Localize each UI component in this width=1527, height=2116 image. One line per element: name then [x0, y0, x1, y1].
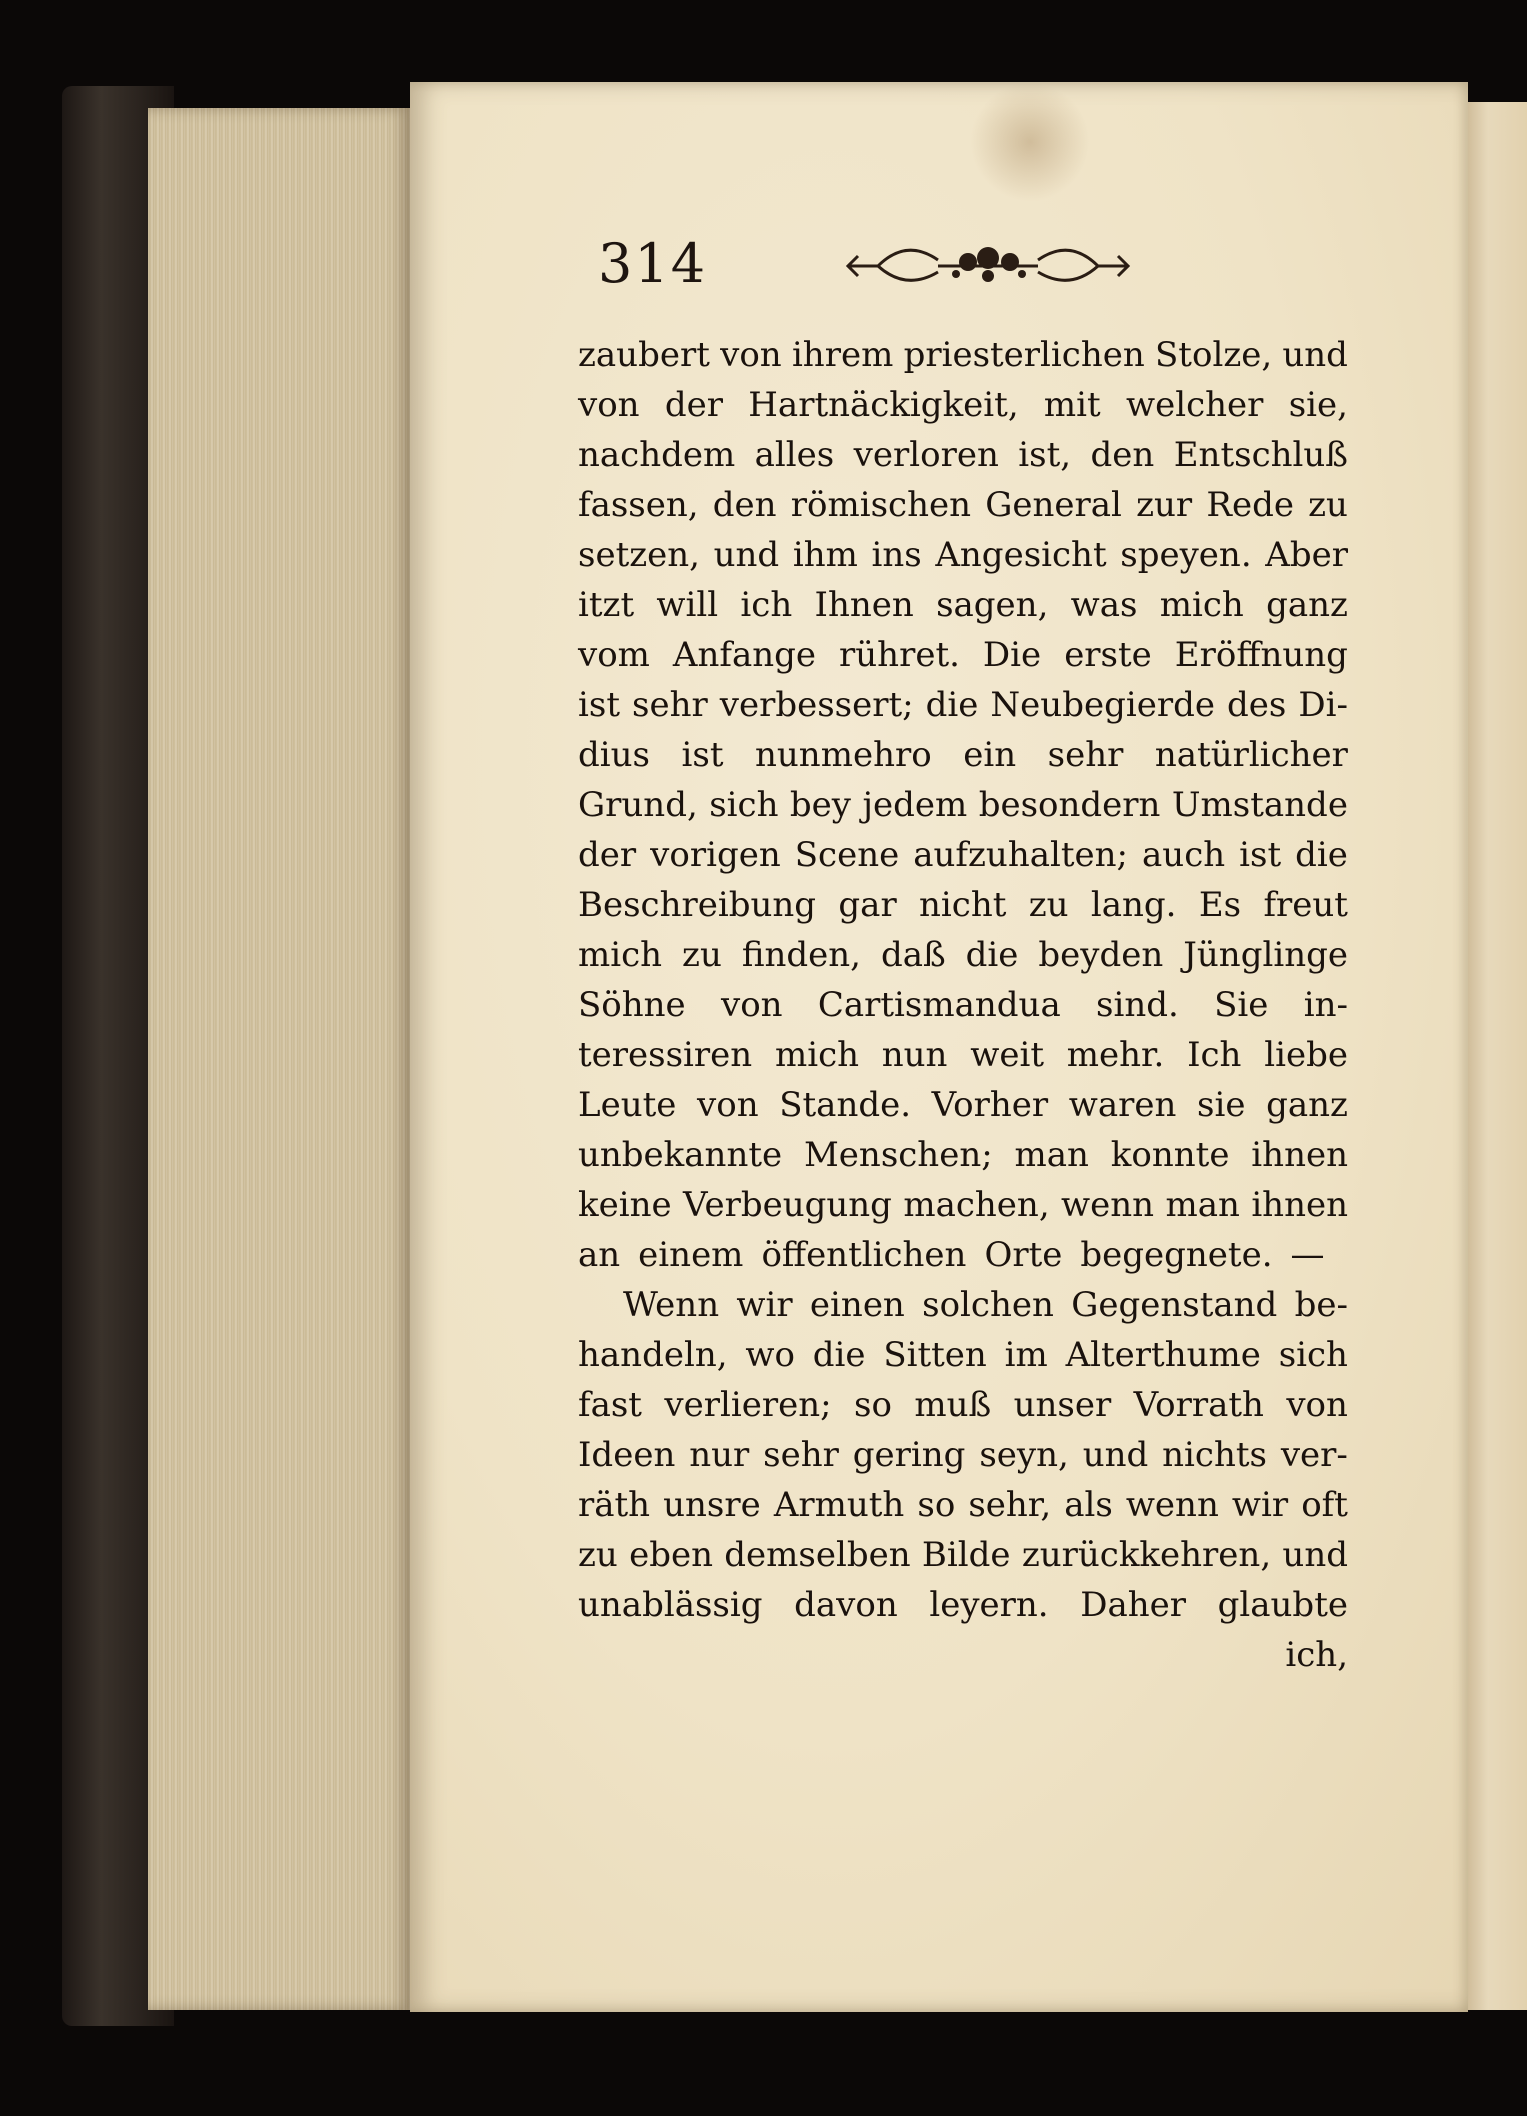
word: wo	[745, 1335, 795, 1375]
word: Grund,	[578, 785, 698, 825]
text-line	[578, 730, 1348, 780]
word: verloren	[853, 435, 999, 475]
word: demselben	[724, 1535, 911, 1575]
word: ihrem	[791, 335, 894, 375]
word: teressiren	[578, 1035, 753, 1075]
word: einem	[638, 1235, 744, 1275]
word: Neubegierde	[990, 685, 1215, 725]
word: be-	[1294, 1285, 1348, 1325]
word: Leute	[578, 1085, 677, 1125]
word: Di-	[1298, 685, 1348, 725]
word: was	[1070, 585, 1138, 625]
word: Hartnäckigkeit,	[748, 385, 1019, 425]
word: unser	[1013, 1385, 1112, 1425]
word: machen,	[903, 1185, 1050, 1225]
word: gering	[852, 1435, 966, 1475]
word: und	[1282, 335, 1348, 375]
word: einen	[809, 1285, 905, 1325]
word: ist,	[1018, 435, 1072, 475]
word: von	[697, 1085, 759, 1125]
word: ist	[578, 685, 620, 725]
word: Gegenstand	[1071, 1285, 1278, 1325]
word: ich	[740, 585, 793, 625]
word: nicht	[919, 885, 1007, 925]
text-line	[578, 1430, 1348, 1480]
word: daß	[880, 935, 946, 975]
word: natürlicher	[1154, 735, 1348, 775]
word: zu	[682, 935, 722, 975]
word: zu	[578, 1535, 618, 1575]
page-edges	[148, 108, 410, 2010]
word: Vorher	[931, 1085, 1049, 1125]
text-line	[578, 1380, 1348, 1430]
word: vorigen	[650, 835, 781, 875]
word: mich	[578, 935, 663, 975]
word: im	[1004, 1335, 1048, 1375]
word: wir	[1231, 1485, 1289, 1525]
word: Rede	[1206, 485, 1294, 525]
word: des	[1227, 685, 1287, 725]
word: ver-	[1280, 1435, 1348, 1475]
ornament-icon	[838, 236, 1138, 296]
word: Wenn	[623, 1285, 720, 1325]
word: unsre	[663, 1485, 761, 1525]
word: die	[1295, 835, 1348, 875]
word: Scene	[794, 835, 900, 875]
page-header	[598, 232, 1158, 302]
word: zu	[1028, 885, 1069, 925]
word: Umstande	[1171, 785, 1348, 825]
word: itzt	[578, 585, 635, 625]
text-line	[578, 830, 1348, 880]
word: von	[578, 385, 640, 425]
word: wenn	[1125, 1485, 1219, 1525]
word: sie	[1197, 1085, 1246, 1125]
word: sehr	[632, 685, 708, 725]
word: ihm	[792, 535, 858, 575]
word: und	[1282, 1535, 1348, 1575]
text-line	[578, 630, 1348, 680]
text-line	[578, 380, 1348, 430]
word: zur	[1136, 485, 1193, 525]
word: öffentlichen	[761, 1235, 967, 1275]
word: Ich	[1187, 1035, 1242, 1075]
word: nichts	[1162, 1435, 1267, 1475]
text-line	[578, 1330, 1348, 1380]
word: Jünglinge	[1183, 935, 1348, 975]
word: mit	[1043, 385, 1101, 425]
word: mich	[774, 1035, 860, 1075]
word: sehr	[1047, 735, 1124, 775]
word: man	[1165, 1185, 1240, 1225]
text-line	[578, 1580, 1348, 1630]
word: freut	[1263, 885, 1348, 925]
word: wir	[736, 1285, 793, 1325]
word: handeln,	[578, 1335, 728, 1375]
word: ich,	[1285, 1635, 1348, 1675]
word: Söhne	[578, 985, 686, 1025]
word: waren	[1068, 1085, 1177, 1125]
text-line	[578, 1230, 1348, 1280]
word: in-	[1303, 985, 1348, 1025]
text-line	[578, 480, 1348, 530]
text-line	[578, 1480, 1348, 1530]
word: setzen,	[578, 535, 700, 575]
word: dius	[578, 735, 650, 775]
word: und	[713, 535, 780, 575]
word: ganz	[1266, 1085, 1348, 1125]
word: Stolze,	[1155, 335, 1273, 375]
word: muß	[914, 1385, 992, 1425]
word: die	[925, 685, 979, 725]
word: mehr.	[1066, 1035, 1165, 1075]
word: Menschen;	[803, 1135, 993, 1175]
word: Sitten	[883, 1335, 987, 1375]
word: ihnen	[1251, 1135, 1348, 1175]
word: als	[1064, 1485, 1113, 1525]
word: keine	[578, 1185, 672, 1225]
text-line	[578, 330, 1348, 380]
word: der	[578, 835, 637, 875]
word: weit	[970, 1035, 1044, 1075]
page-stain	[970, 82, 1090, 202]
word: die	[812, 1335, 866, 1375]
word: nun	[881, 1035, 948, 1075]
text-line	[578, 1630, 1348, 1680]
word: liebe	[1264, 1035, 1348, 1075]
word: eben	[629, 1535, 713, 1575]
word: Ihnen	[814, 585, 914, 625]
word: alles	[754, 435, 835, 475]
word: welcher	[1125, 385, 1264, 425]
word: Angesicht	[935, 535, 1107, 575]
word: Aber	[1265, 535, 1348, 575]
word: die	[965, 935, 1019, 975]
word: oft	[1301, 1485, 1348, 1525]
word: den	[1090, 435, 1155, 475]
text-line	[578, 1130, 1348, 1180]
word: unbekannte	[578, 1135, 783, 1175]
word: Eröffnung	[1174, 635, 1348, 675]
word: Alterthume	[1065, 1335, 1261, 1375]
word: auch	[1142, 835, 1226, 875]
word: davon	[794, 1585, 898, 1625]
word: Daher	[1080, 1585, 1187, 1625]
word: vom	[578, 635, 650, 675]
word: sehr,	[968, 1485, 1052, 1525]
word: nur	[689, 1435, 750, 1475]
word: verlieren;	[664, 1385, 832, 1425]
text-line	[578, 880, 1348, 930]
word: lang.	[1090, 885, 1177, 925]
word: priesterlichen	[903, 335, 1145, 375]
word: will	[656, 585, 719, 625]
word: erste	[1064, 635, 1152, 675]
page-number: 314	[598, 232, 708, 295]
word: wenn	[1061, 1185, 1155, 1225]
word: sind.	[1096, 985, 1179, 1025]
word: zaubert	[578, 335, 710, 375]
text-line	[578, 980, 1348, 1030]
text-line	[578, 530, 1348, 580]
word: von	[720, 985, 783, 1025]
word: Die	[982, 635, 1042, 675]
word: Beschreibung	[578, 885, 817, 925]
word: ganz	[1266, 585, 1348, 625]
word: finden,	[741, 935, 861, 975]
text-line	[578, 1530, 1348, 1580]
word: Armuth	[773, 1485, 905, 1525]
word: besondern	[978, 785, 1161, 825]
word: seyn,	[979, 1435, 1069, 1475]
word: speyen.	[1120, 535, 1252, 575]
text-line	[578, 580, 1348, 630]
word: den	[712, 485, 777, 525]
word: nunmehro	[755, 735, 932, 775]
word: General	[985, 485, 1122, 525]
word: sie,	[1288, 385, 1348, 425]
word: Verbeugung	[683, 1185, 892, 1225]
word: sich	[1278, 1335, 1348, 1375]
word: Stande.	[779, 1085, 912, 1125]
word: fast	[578, 1385, 642, 1425]
word: von	[1286, 1385, 1348, 1425]
word: römischen	[790, 485, 971, 525]
word: fassen,	[578, 485, 699, 525]
word: zu	[1308, 485, 1348, 525]
word: unablässig	[578, 1585, 763, 1625]
word: räth	[578, 1485, 651, 1525]
word: der	[664, 385, 723, 425]
word: so	[854, 1385, 892, 1425]
facing-page-edge	[1462, 102, 1527, 2010]
word: von	[720, 335, 782, 375]
word: jedem	[862, 785, 968, 825]
page-text	[578, 330, 1348, 1680]
text-line	[578, 1180, 1348, 1230]
word: ins	[871, 535, 922, 575]
text-line	[578, 1080, 1348, 1130]
text-line	[578, 780, 1348, 830]
word: glaubte	[1217, 1585, 1348, 1625]
word: ist	[1239, 835, 1282, 875]
text-line	[578, 680, 1348, 730]
word: Ideen	[578, 1435, 676, 1475]
word: ist	[681, 735, 724, 775]
word: aufzuhalten;	[913, 835, 1129, 875]
word: zurückkehren,	[1021, 1535, 1272, 1575]
word: Entschluß	[1173, 435, 1348, 475]
word: beyden	[1038, 935, 1164, 975]
word: begegnete.	[1080, 1235, 1273, 1275]
word: man	[1014, 1135, 1089, 1175]
word: mich	[1159, 585, 1244, 625]
word: Es	[1198, 885, 1242, 925]
word: solchen	[922, 1285, 1054, 1325]
word: gar	[838, 885, 897, 925]
word: und	[1082, 1435, 1149, 1475]
word: Anfange	[672, 635, 817, 675]
word: Vorrath	[1133, 1385, 1264, 1425]
word: sagen,	[936, 585, 1049, 625]
word: sehr	[763, 1435, 839, 1475]
word: so	[917, 1485, 956, 1525]
text-line	[578, 930, 1348, 980]
word: nachdem	[578, 435, 736, 475]
word: Orte	[984, 1235, 1063, 1275]
text-line	[578, 430, 1348, 480]
word: bey	[789, 785, 852, 825]
word: Cartismandua	[817, 985, 1061, 1025]
word: sich	[709, 785, 779, 825]
word: rühret.	[839, 635, 960, 675]
word: an	[578, 1235, 621, 1275]
word: Bilde	[921, 1535, 1011, 1575]
word: konnte	[1110, 1135, 1230, 1175]
word: leyern.	[929, 1585, 1049, 1625]
word: verbessert;	[719, 685, 914, 725]
word: Sie	[1214, 985, 1269, 1025]
word: ihnen	[1251, 1185, 1348, 1225]
text-line	[578, 1280, 1348, 1330]
word: ein	[963, 735, 1017, 775]
word: —	[1290, 1235, 1325, 1275]
text-line	[578, 1030, 1348, 1080]
